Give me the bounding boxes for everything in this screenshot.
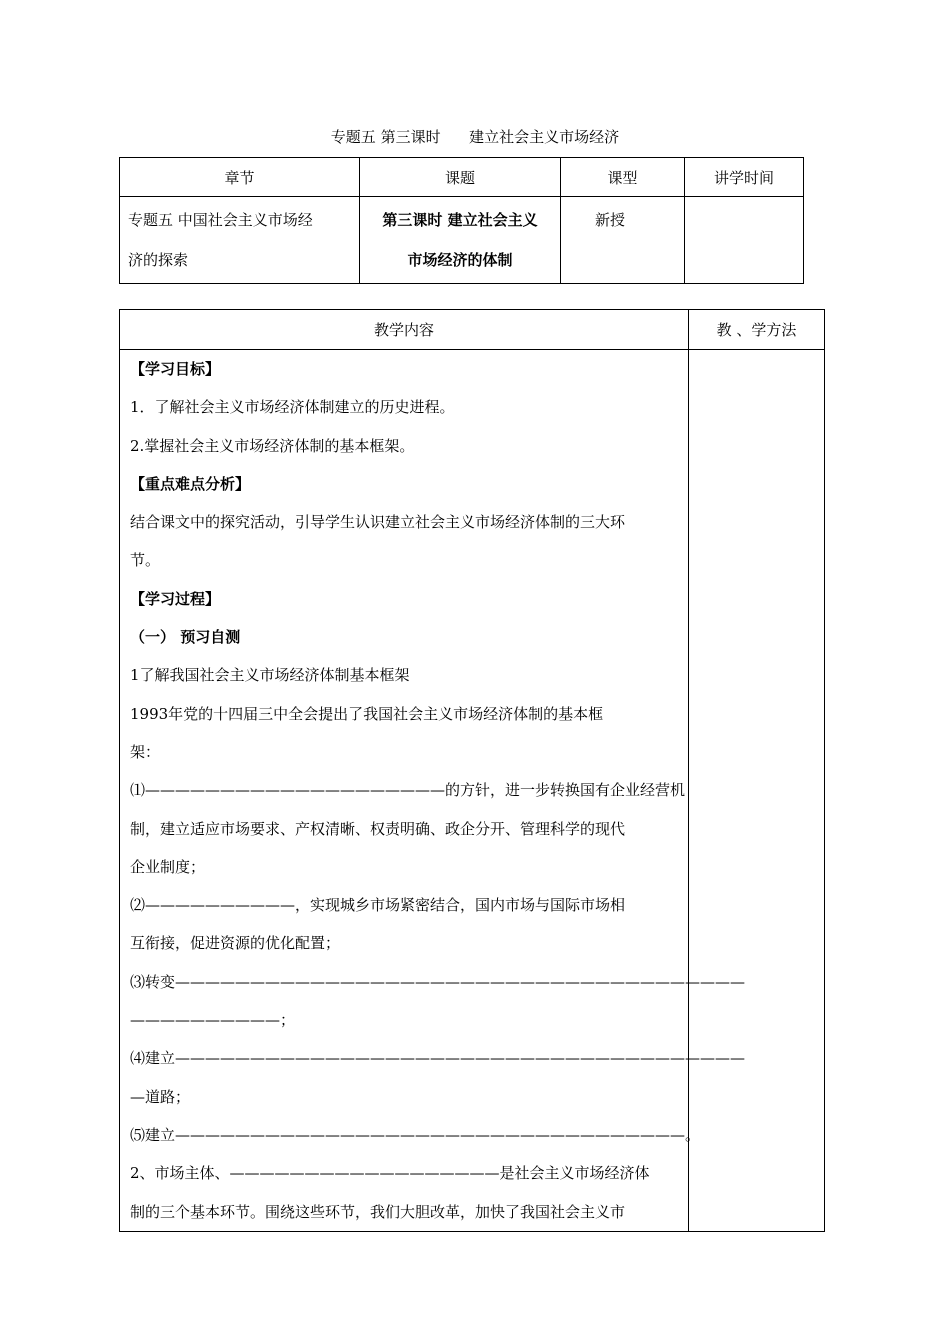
- content-line: 2.掌握社会主义市场经济体制的基本框架。: [130, 436, 415, 455]
- page-title: 专题五 第三课时 建立社会主义市场经济: [330, 128, 620, 146]
- content-line: 互衔接，促进资源的优化配置；: [130, 934, 341, 953]
- header-chapter: 章节: [120, 158, 360, 197]
- chapter-line: 专题五 中国社会主义市场经: [128, 211, 313, 229]
- content-line: ⑶转变——————————————————————————————————————: [130, 972, 746, 991]
- lesson-info-table: [119, 157, 804, 284]
- chapter-line: 济的探索: [128, 251, 189, 269]
- chapter-cell: [120, 197, 360, 284]
- content-line: 架：: [130, 742, 161, 761]
- time-value: [685, 197, 803, 203]
- content-line: 2、市场主体、——————————————————是社会主义市场经济体: [130, 1164, 650, 1183]
- content-line: 结合课文中的探究活动，引导学生认识建立社会主义市场经济体制的三大环: [130, 513, 626, 532]
- teaching-content-table: [119, 309, 825, 1232]
- content-line: 节。: [130, 551, 161, 570]
- content-line: 企业制度；: [130, 857, 206, 876]
- lesson-type-value: 新授: [595, 211, 626, 229]
- content-line: ⑴————————————————————的方针，进一步转换国有企业经营机: [130, 781, 686, 800]
- topic-line: 第三课时 建立社会主义: [382, 211, 538, 229]
- content-line: ⑷建立——————————————————————————————————————: [130, 1049, 746, 1068]
- content-line: ⑵——————————，实现城乡市场紧密结合，国内市场与国际市场相: [130, 896, 626, 915]
- content-line: —道路；: [130, 1087, 191, 1106]
- header-time: 讲学时间: [685, 158, 804, 197]
- content-line: 1了解我国社会主义市场经济体制基本框架: [130, 666, 410, 685]
- topic-line: 市场经济的体制: [407, 251, 513, 269]
- content-line: ——————————；: [130, 1011, 296, 1030]
- topic-cell: [360, 197, 561, 284]
- content-lines: [120, 350, 746, 1231]
- content-line: 1．了解社会主义市场经济体制建立的历史进程。: [130, 398, 455, 417]
- content-line: 制的三个基本环节。围绕这些环节，我们大胆改革，加快了我国社会主义市: [130, 1202, 626, 1221]
- content-line: 1993年党的十四届三中全会提出了我国社会主义市场经济体制的基本框: [130, 704, 604, 723]
- time-cell: [685, 197, 804, 284]
- header-lesson-type: 课型: [561, 158, 685, 197]
- method-cell: [689, 350, 825, 1232]
- lesson-type-cell: [561, 197, 685, 284]
- content-line: 【重点难点分析】: [130, 474, 251, 493]
- header-teaching-content: 教学内容: [120, 310, 689, 350]
- content-line: 【学习目标】: [130, 360, 221, 378]
- content-line: ⑸建立——————————————————————————————————。: [130, 1125, 701, 1144]
- header-method: 教 、学方法: [689, 310, 825, 350]
- content-line: 【学习过程】: [130, 589, 221, 608]
- header-topic: 课题: [360, 158, 561, 197]
- content-cell: [120, 350, 746, 1232]
- content-line: （一） 预习自测: [130, 628, 241, 647]
- content-line: 制，建立适应市场要求、产权清晰、权责明确、政企分开、管理科学的现代: [130, 819, 626, 838]
